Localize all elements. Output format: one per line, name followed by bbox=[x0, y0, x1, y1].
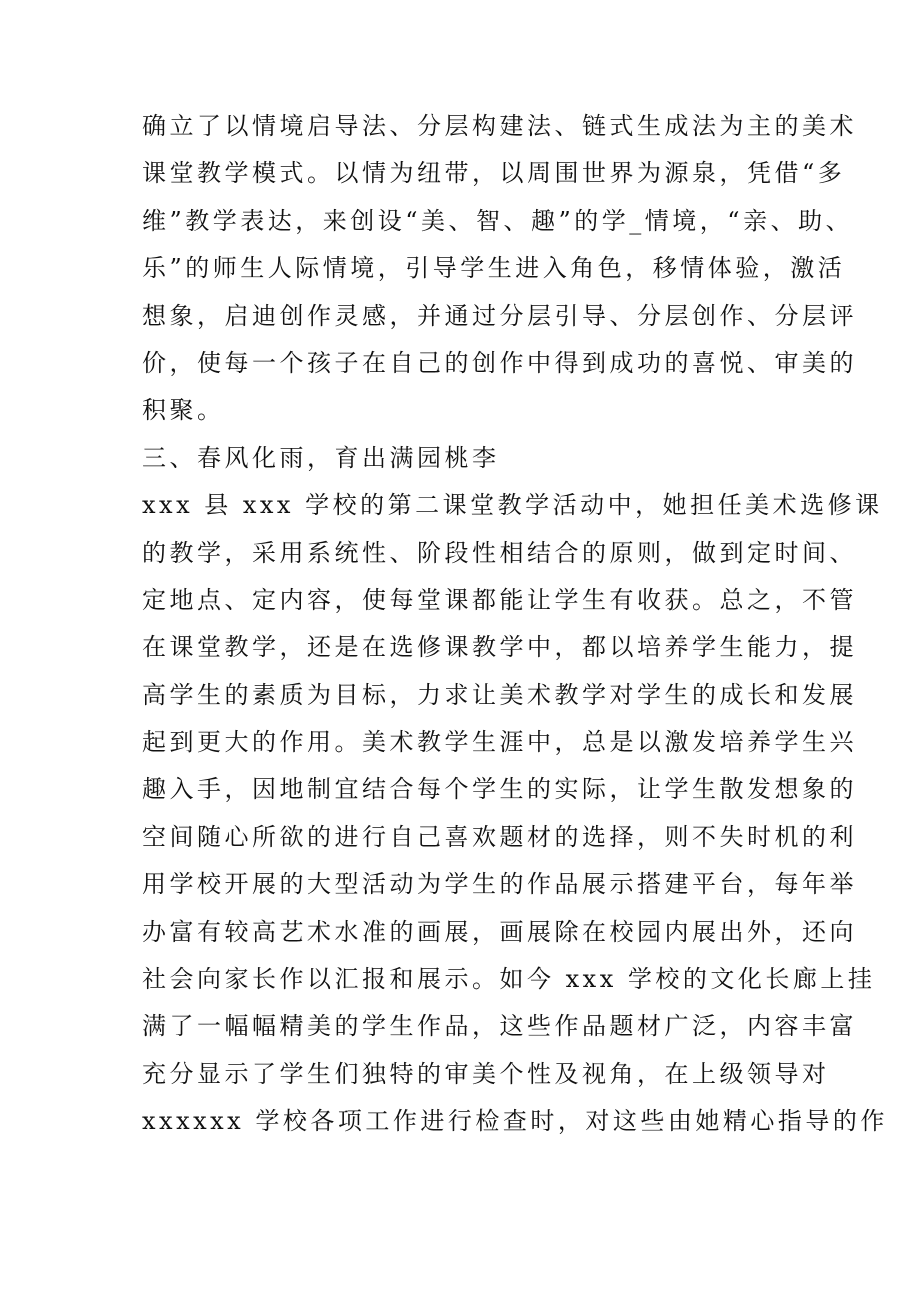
text-line: 办富有较高艺术水准的画展，画展除在校园内展出外，还向 bbox=[142, 917, 857, 946]
text-line: 价，使每一个孩子在自己的创作中得到成功的喜悦、审美的 bbox=[142, 348, 857, 377]
text-line: 空间随心所欲的进行自己喜欢题材的选择，则不失时机的利 bbox=[142, 822, 857, 851]
text-line: 在课堂教学，还是在选修课教学中，都以培养学生能力，提 bbox=[142, 633, 857, 662]
text-line: 定地点、定内容，使每堂课都能让学生有收获。总之，不管 bbox=[142, 585, 857, 614]
text-line: 充分显示了学生们独特的审美个性及视角，在上级领导对 bbox=[142, 1059, 830, 1088]
text-line: 想象，启迪创作灵感，并通过分层引导、分层创作、分层评 bbox=[142, 301, 857, 330]
text-line: 的教学，采用系统性、阶段性相结合的原则，做到定时间、 bbox=[142, 538, 857, 567]
text-line: 课堂教学模式。以情为纽带，以周围世界为源泉，凭借“多 bbox=[142, 159, 846, 188]
text-line: 社会向家长作以汇报和展示。如今 xxx 学校的文化长廊上挂 bbox=[142, 965, 876, 994]
text-line: 乐”的师生人际情境，引导学生进入角色，移情体验，激活 bbox=[142, 254, 846, 283]
text-line: 满了一幅幅精美的学生作品，这些作品题材广泛，内容丰富 bbox=[142, 1012, 857, 1041]
text-line: 趣入手，因地制宜结合每个学生的实际，让学生散发想象的 bbox=[142, 775, 857, 804]
text-line: 用学校开展的大型活动为学生的作品展示搭建平台，每年举 bbox=[142, 870, 857, 899]
text-line: xxx 县 xxx 学校的第二课堂教学活动中，她担任美术选修课 bbox=[142, 491, 883, 520]
text-line: 起到更大的作用。美术教学生涯中，总是以激发培养学生兴 bbox=[142, 728, 857, 757]
text-line: xxxxxx 学校各项工作进行检查时，对这些由她精心指导的作 bbox=[142, 1107, 888, 1136]
section-heading: 三、春风化雨，育出满园桃李 bbox=[142, 443, 500, 472]
text-line: 高学生的素质为目标，力求让美术教学对学生的成长和发展 bbox=[142, 680, 857, 709]
text-line: 维”教学表达，来创设“美、智、趣”的学_情境，“亲、助、 bbox=[142, 206, 854, 235]
body-text bbox=[142, 103, 888, 1146]
text-line: 积聚。 bbox=[142, 396, 225, 425]
text-line: 确立了以情境启导法、分层构建法、链式生成法为主的美术 bbox=[142, 112, 857, 140]
